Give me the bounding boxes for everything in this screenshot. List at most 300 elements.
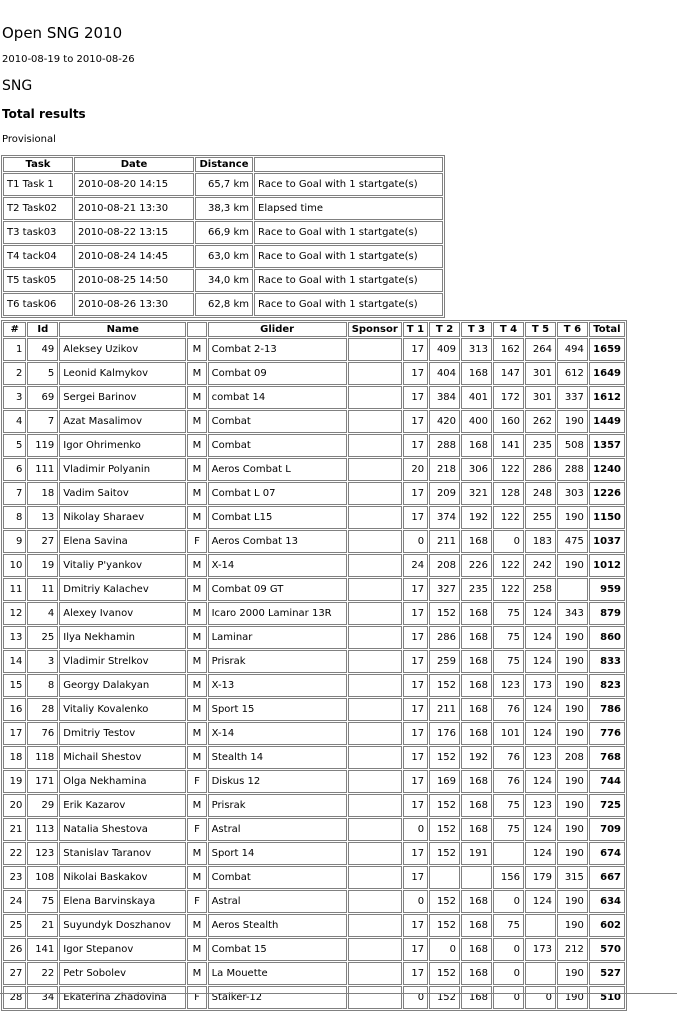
t4-score: 0 <box>493 986 524 1009</box>
t5-score: 123 <box>525 794 556 817</box>
sponsor <box>348 434 402 457</box>
t4-score: 172 <box>493 386 524 409</box>
t1-score: 17 <box>403 482 428 505</box>
gender: M <box>187 626 206 649</box>
bottom-divider <box>0 993 677 994</box>
t2-score: 327 <box>429 578 460 601</box>
sponsor <box>348 794 402 817</box>
t4-score: 128 <box>493 482 524 505</box>
total-score: 674 <box>589 842 625 865</box>
t6-score: 190 <box>557 554 588 577</box>
t4-score: 0 <box>493 962 524 985</box>
task-type: Race to Goal with 1 startgate(s) <box>254 269 443 292</box>
glider: Astral <box>208 818 347 841</box>
col-gender <box>187 322 206 337</box>
t2-score: 288 <box>429 434 460 457</box>
pilot-name: Ekaterina Zhadovina <box>59 986 186 1009</box>
result-row <box>3 530 625 553</box>
pilot-name: Georgy Dalakyan <box>59 674 186 697</box>
task-label: T5 task05 <box>3 269 73 292</box>
pilot-name: Suyundyk Doszhanov <box>59 914 186 937</box>
t3-score <box>461 866 492 889</box>
gender: M <box>187 434 206 457</box>
t6-score: 337 <box>557 386 588 409</box>
t5-score: 235 <box>525 434 556 457</box>
t3-score: 168 <box>461 986 492 1009</box>
col-name: Name <box>59 322 186 337</box>
gender: F <box>187 818 206 841</box>
pilot-id: 22 <box>27 962 58 985</box>
pilot-name: Michail Shestov <box>59 746 186 769</box>
sponsor <box>348 554 402 577</box>
t6-score: 190 <box>557 506 588 529</box>
t3-score: 321 <box>461 482 492 505</box>
t1-score: 17 <box>403 962 428 985</box>
rank: 24 <box>3 890 26 913</box>
pilot-id: 29 <box>27 794 58 817</box>
pilot-id: 18 <box>27 482 58 505</box>
t5-score: 0 <box>525 986 556 1009</box>
t5-score: 183 <box>525 530 556 553</box>
pilot-name: Sergei Barinov <box>59 386 186 409</box>
t1-score: 17 <box>403 410 428 433</box>
pilot-id: 119 <box>27 434 58 457</box>
gender: M <box>187 794 206 817</box>
t2-score: 152 <box>429 842 460 865</box>
pilot-name: Vladimir Strelkov <box>59 650 186 673</box>
col-t3: T 3 <box>461 322 492 337</box>
pilot-id: 25 <box>27 626 58 649</box>
total-score: 1659 <box>589 338 625 361</box>
pilot-id: 75 <box>27 890 58 913</box>
glider: Aeros Combat 13 <box>208 530 347 553</box>
glider: Combat 2-13 <box>208 338 347 361</box>
result-row <box>3 794 625 817</box>
sponsor <box>348 530 402 553</box>
pilot-id: 21 <box>27 914 58 937</box>
pilot-name: Alexey Ivanov <box>59 602 186 625</box>
rank: 8 <box>3 506 26 529</box>
pilot-id: 19 <box>27 554 58 577</box>
t6-score: 190 <box>557 674 588 697</box>
rank: 7 <box>3 482 26 505</box>
pilot-id: 141 <box>27 938 58 961</box>
result-row <box>3 914 625 937</box>
pilot-name: Dmitriy Kalachev <box>59 578 186 601</box>
t3-score: 168 <box>461 962 492 985</box>
gender: M <box>187 410 206 433</box>
gender: M <box>187 458 206 481</box>
t5-score: 264 <box>525 338 556 361</box>
result-row <box>3 626 625 649</box>
gender: M <box>187 386 206 409</box>
rank: 6 <box>3 458 26 481</box>
t1-score: 17 <box>403 362 428 385</box>
category-heading: SNG <box>2 78 33 94</box>
result-row <box>3 578 625 601</box>
col-sponsor: Sponsor <box>348 322 402 337</box>
t1-score: 17 <box>403 626 428 649</box>
task-row <box>3 221 443 244</box>
result-row <box>3 866 625 889</box>
t1-score: 0 <box>403 530 428 553</box>
pilot-name: Igor Ohrimenko <box>59 434 186 457</box>
glider: Stalker-12 <box>208 986 347 1009</box>
t6-score: 475 <box>557 530 588 553</box>
sponsor <box>348 866 402 889</box>
t6-score: 508 <box>557 434 588 457</box>
t4-score: 0 <box>493 938 524 961</box>
rank: 22 <box>3 842 26 865</box>
gender: M <box>187 746 206 769</box>
t5-score: 179 <box>525 866 556 889</box>
t5-score: 124 <box>525 602 556 625</box>
t6-score: 303 <box>557 482 588 505</box>
t1-score: 17 <box>403 386 428 409</box>
sponsor <box>348 602 402 625</box>
pilot-name: Elena Savina <box>59 530 186 553</box>
col-t1: T 1 <box>403 322 428 337</box>
gender: M <box>187 842 206 865</box>
t3-score: 168 <box>461 794 492 817</box>
t2-score: 152 <box>429 986 460 1009</box>
tasks-col-distance: Distance <box>195 157 253 172</box>
col-t4: T 4 <box>493 322 524 337</box>
task-type: Race to Goal with 1 startgate(s) <box>254 173 443 196</box>
pilot-name: Nikolai Baskakov <box>59 866 186 889</box>
t4-score: 0 <box>493 530 524 553</box>
t1-score: 17 <box>403 770 428 793</box>
task-distance: 66,9 km <box>195 221 253 244</box>
t5-score <box>525 962 556 985</box>
pilot-id: 13 <box>27 506 58 529</box>
rank: 9 <box>3 530 26 553</box>
sponsor <box>348 410 402 433</box>
task-row <box>3 197 443 220</box>
glider: Combat <box>208 866 347 889</box>
rank: 21 <box>3 818 26 841</box>
glider: Prisrak <box>208 650 347 673</box>
sponsor <box>348 914 402 937</box>
pilot-id: 123 <box>27 842 58 865</box>
result-row <box>3 434 625 457</box>
t3-score: 313 <box>461 338 492 361</box>
t2-score: 286 <box>429 626 460 649</box>
sponsor <box>348 338 402 361</box>
total-score: 768 <box>589 746 625 769</box>
t1-score: 17 <box>403 506 428 529</box>
gender: M <box>187 602 206 625</box>
rank: 23 <box>3 866 26 889</box>
glider: Sport 15 <box>208 698 347 721</box>
sponsor <box>348 842 402 865</box>
t2-score: 152 <box>429 890 460 913</box>
t3-score: 168 <box>461 674 492 697</box>
t1-score: 0 <box>403 890 428 913</box>
t5-score: 173 <box>525 674 556 697</box>
result-row <box>3 746 625 769</box>
rank: 13 <box>3 626 26 649</box>
t3-score: 168 <box>461 818 492 841</box>
t6-score: 212 <box>557 938 588 961</box>
sponsor <box>348 578 402 601</box>
task-distance: 63,0 km <box>195 245 253 268</box>
t2-score: 152 <box>429 914 460 937</box>
result-row <box>3 386 625 409</box>
result-row <box>3 482 625 505</box>
total-score: 833 <box>589 650 625 673</box>
total-score: 570 <box>589 938 625 961</box>
gender: M <box>187 650 206 673</box>
t2-score: 152 <box>429 602 460 625</box>
gender: F <box>187 530 206 553</box>
total-score: 510 <box>589 986 625 1009</box>
t5-score: 262 <box>525 410 556 433</box>
glider: Icaro 2000 Laminar 13R <box>208 602 347 625</box>
pilot-id: 8 <box>27 674 58 697</box>
t4-score: 147 <box>493 362 524 385</box>
pilot-name: Vitaliy P'yankov <box>59 554 186 577</box>
total-score: 1240 <box>589 458 625 481</box>
t6-score: 190 <box>557 986 588 1009</box>
pilot-id: 171 <box>27 770 58 793</box>
pilot-id: 3 <box>27 650 58 673</box>
rank: 18 <box>3 746 26 769</box>
task-label: T1 Task 1 <box>3 173 73 196</box>
t5-score: 124 <box>525 770 556 793</box>
t5-score: 173 <box>525 938 556 961</box>
result-row <box>3 410 625 433</box>
t5-score: 124 <box>525 842 556 865</box>
gender: M <box>187 362 206 385</box>
rank: 25 <box>3 914 26 937</box>
competition-dates: 2010-08-19 to 2010-08-26 <box>2 54 135 65</box>
t1-score: 17 <box>403 938 428 961</box>
total-score: 786 <box>589 698 625 721</box>
pilot-name: Vitaliy Kovalenko <box>59 698 186 721</box>
t6-score: 190 <box>557 722 588 745</box>
t3-score: 168 <box>461 602 492 625</box>
t3-score: 192 <box>461 506 492 529</box>
t3-score: 168 <box>461 722 492 745</box>
t2-score: 152 <box>429 794 460 817</box>
task-date: 2010-08-24 14:45 <box>74 245 194 268</box>
t3-score: 168 <box>461 362 492 385</box>
t4-score: 122 <box>493 458 524 481</box>
t6-score <box>557 578 588 601</box>
t4-score: 75 <box>493 794 524 817</box>
t5-score: 124 <box>525 698 556 721</box>
glider: La Mouette <box>208 962 347 985</box>
sponsor <box>348 986 402 1009</box>
gender: M <box>187 962 206 985</box>
t3-score: 168 <box>461 890 492 913</box>
t5-score: 301 <box>525 386 556 409</box>
pilot-name: Olga Nekhamina <box>59 770 186 793</box>
task-row <box>3 245 443 268</box>
pilot-id: 111 <box>27 458 58 481</box>
col-id: Id <box>27 322 58 337</box>
sponsor <box>348 458 402 481</box>
pilot-id: 34 <box>27 986 58 1009</box>
pilot-name: Vladimir Polyanin <box>59 458 186 481</box>
t5-score: 124 <box>525 890 556 913</box>
task-label: T4 tack04 <box>3 245 73 268</box>
t4-score: 76 <box>493 746 524 769</box>
t4-score: 162 <box>493 338 524 361</box>
result-row <box>3 770 625 793</box>
sponsor <box>348 890 402 913</box>
task-label: T2 Task02 <box>3 197 73 220</box>
t5-score: 258 <box>525 578 556 601</box>
t4-score: 122 <box>493 554 524 577</box>
result-row <box>3 890 625 913</box>
t5-score: 123 <box>525 746 556 769</box>
glider: X-14 <box>208 554 347 577</box>
t6-score: 612 <box>557 362 588 385</box>
task-label: T3 task03 <box>3 221 73 244</box>
t2-score: 176 <box>429 722 460 745</box>
t1-score: 20 <box>403 458 428 481</box>
pilot-id: 11 <box>27 578 58 601</box>
glider: Combat <box>208 434 347 457</box>
t6-score: 494 <box>557 338 588 361</box>
t6-score: 190 <box>557 962 588 985</box>
rank: 11 <box>3 578 26 601</box>
task-type: Race to Goal with 1 startgate(s) <box>254 245 443 268</box>
t3-score: 168 <box>461 698 492 721</box>
gender: M <box>187 698 206 721</box>
sponsor <box>348 698 402 721</box>
glider: Combat L 07 <box>208 482 347 505</box>
rank: 3 <box>3 386 26 409</box>
col-t5: T 5 <box>525 322 556 337</box>
t1-score: 17 <box>403 650 428 673</box>
t3-score: 168 <box>461 650 492 673</box>
sponsor <box>348 386 402 409</box>
total-score: 602 <box>589 914 625 937</box>
t1-score: 17 <box>403 842 428 865</box>
t2-score: 208 <box>429 554 460 577</box>
gender: M <box>187 554 206 577</box>
t6-score: 190 <box>557 698 588 721</box>
t4-score: 122 <box>493 578 524 601</box>
t4-score: 75 <box>493 914 524 937</box>
task-distance: 65,7 km <box>195 173 253 196</box>
t5-score: 242 <box>525 554 556 577</box>
task-type: Race to Goal with 1 startgate(s) <box>254 293 443 316</box>
pilot-id: 69 <box>27 386 58 409</box>
pilot-name: Aleksey Uzikov <box>59 338 186 361</box>
t2-score: 218 <box>429 458 460 481</box>
pilot-id: 76 <box>27 722 58 745</box>
t1-score: 17 <box>403 746 428 769</box>
tasks-header-row <box>3 157 443 172</box>
t5-score: 124 <box>525 650 556 673</box>
t2-score: 404 <box>429 362 460 385</box>
t1-score: 24 <box>403 554 428 577</box>
gender: M <box>187 674 206 697</box>
result-row <box>3 986 625 1009</box>
total-score: 527 <box>589 962 625 985</box>
pilot-name: Azat Masalimov <box>59 410 186 433</box>
t4-score: 75 <box>493 626 524 649</box>
t4-score: 0 <box>493 890 524 913</box>
total-score: 1649 <box>589 362 625 385</box>
pilot-name: Stanislav Taranov <box>59 842 186 865</box>
pilot-name: Elena Barvinskaya <box>59 890 186 913</box>
t2-score: 420 <box>429 410 460 433</box>
task-date: 2010-08-26 13:30 <box>74 293 194 316</box>
t4-score: 122 <box>493 506 524 529</box>
t4-score: 101 <box>493 722 524 745</box>
gender: M <box>187 338 206 361</box>
t2-score: 209 <box>429 482 460 505</box>
t4-score: 75 <box>493 818 524 841</box>
t3-score: 168 <box>461 914 492 937</box>
t6-score: 190 <box>557 794 588 817</box>
t5-score: 255 <box>525 506 556 529</box>
rank: 16 <box>3 698 26 721</box>
t6-score: 288 <box>557 458 588 481</box>
result-row <box>3 842 625 865</box>
rank: 14 <box>3 650 26 673</box>
rank: 20 <box>3 794 26 817</box>
sponsor <box>348 650 402 673</box>
t1-score: 17 <box>403 338 428 361</box>
rank: 12 <box>3 602 26 625</box>
t3-score: 168 <box>461 530 492 553</box>
task-date: 2010-08-20 14:15 <box>74 173 194 196</box>
result-row <box>3 506 625 529</box>
pilot-name: Dmitriy Testov <box>59 722 186 745</box>
t6-score: 190 <box>557 914 588 937</box>
rank: 27 <box>3 962 26 985</box>
gender: M <box>187 866 206 889</box>
total-score: 667 <box>589 866 625 889</box>
gender: M <box>187 722 206 745</box>
t4-score: 76 <box>493 698 524 721</box>
glider: Prisrak <box>208 794 347 817</box>
t2-score: 152 <box>429 962 460 985</box>
t5-score: 124 <box>525 818 556 841</box>
t2-score: 169 <box>429 770 460 793</box>
glider: Aeros Combat L <box>208 458 347 481</box>
t1-score: 17 <box>403 578 428 601</box>
glider: Sport 14 <box>208 842 347 865</box>
col-t2: T 2 <box>429 322 460 337</box>
t4-score: 141 <box>493 434 524 457</box>
pilot-id: 7 <box>27 410 58 433</box>
glider: Laminar <box>208 626 347 649</box>
t1-score: 17 <box>403 674 428 697</box>
total-score: 1357 <box>589 434 625 457</box>
pilot-id: 4 <box>27 602 58 625</box>
result-row <box>3 722 625 745</box>
rank: 2 <box>3 362 26 385</box>
tasks-table <box>1 155 445 318</box>
task-distance: 38,3 km <box>195 197 253 220</box>
t1-score: 0 <box>403 986 428 1009</box>
t1-score: 17 <box>403 794 428 817</box>
total-score: 1449 <box>589 410 625 433</box>
t2-score: 409 <box>429 338 460 361</box>
t4-score <box>493 842 524 865</box>
t1-score: 17 <box>403 434 428 457</box>
sponsor <box>348 722 402 745</box>
t3-score: 401 <box>461 386 492 409</box>
t2-score: 152 <box>429 746 460 769</box>
